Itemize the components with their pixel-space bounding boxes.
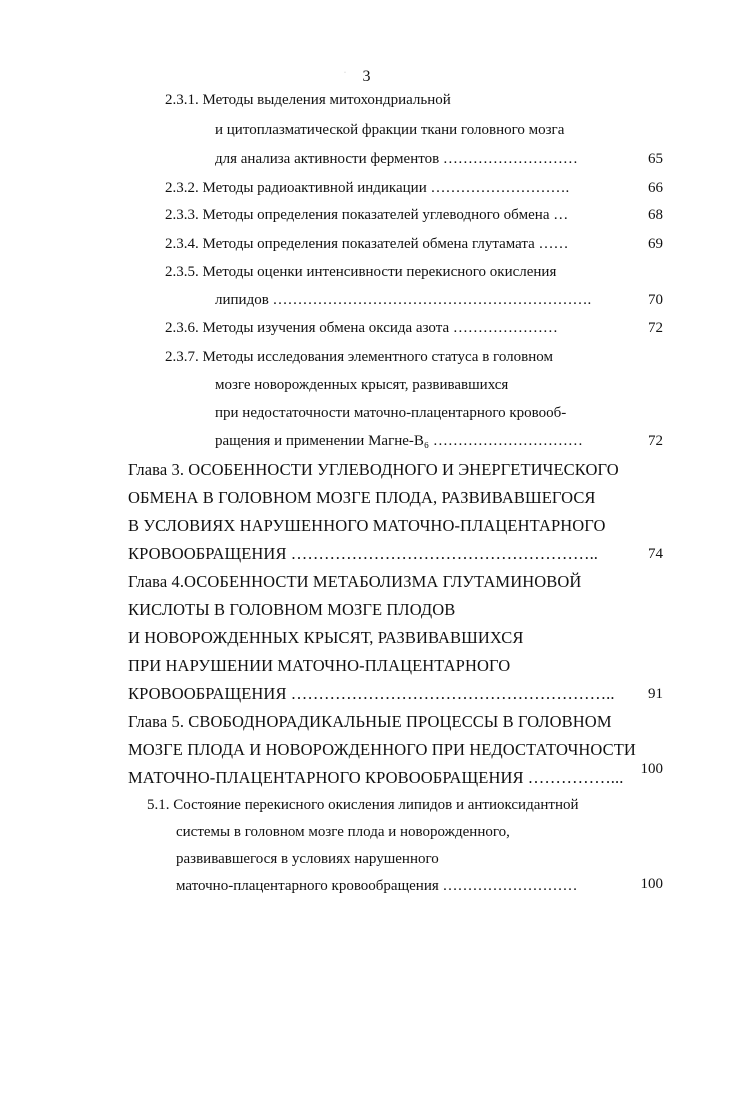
toc-entry-2-3-7-line-2: мозге новорожденных крысят, развивавшихся xyxy=(215,377,509,393)
toc-entry-5-1-line-4: маточно-плацентарного кровообращения ……………………… xyxy=(176,878,578,894)
toc-chapter-4-line-4: ПРИ НАРУШЕНИИ МАТОЧНО-ПЛАЦЕНТАРНОГО xyxy=(128,656,511,675)
toc-entry-5-1-line-3: развивавшегося в условиях нарушенного xyxy=(176,851,439,867)
toc-entry-5-1-line-1: 5.1. Состояние перекисного окисления липидов и антиоксидантной xyxy=(147,797,579,813)
toc-entry-5-1-line-2: системы в головном мозге плода и новорожденного, xyxy=(176,824,510,840)
toc-entry-2-3-7-line-4: ращения и применении Магне-B₆ ………………………… xyxy=(215,433,583,449)
toc-chapter-4-line-1: Глава 4.ОСОБЕННОСТИ МЕТАБОЛИЗМА ГЛУТАМИНОВОЙ xyxy=(128,572,582,591)
toc-entry-2-3-3-page: 68 xyxy=(648,207,663,223)
toc-entry-2-3-6-page: 72 xyxy=(648,320,663,336)
toc-chapter-3-page: 74 xyxy=(648,546,663,562)
toc-entry-2-3-4-page: 69 xyxy=(648,236,663,252)
toc-entry-2-3-7-line-1: 2.3.7. Методы исследования элементного статуса в головном xyxy=(165,349,553,365)
toc-entry-2-3-2: 2.3.2. Методы радиоактивной индикации ………………………. xyxy=(165,180,570,196)
toc-chapter-3-line-3: В УСЛОВИЯХ НАРУШЕННОГО МАТОЧНО-ПЛАЦЕНТАРНОГО xyxy=(128,516,606,535)
toc-chapter-3-line-1: Глава 3. ОСОБЕННОСТИ УГЛЕВОДНОГО И ЭНЕРГЕТИЧЕСКОГО xyxy=(128,460,619,479)
toc-chapter-5-line-2: МОЗГЕ ПЛОДА И НОВОРОЖДЕННОГО ПРИ НЕДОСТАТОЧНОСТИ xyxy=(128,740,636,759)
toc-chapter-3-line-2: ОБМЕНА В ГОЛОВНОМ МОЗГЕ ПЛОДА, РАЗВИВАВШЕГОСЯ xyxy=(128,488,596,507)
toc-entry-2-3-1-line-1: 2.3.1. Методы выделения митохондриальной xyxy=(165,92,451,108)
toc-entry-5-1-page: 100 xyxy=(640,876,663,892)
toc-entry-2-3-5-line-1: 2.3.5. Методы оценки интенсивности перекисного окисления xyxy=(165,264,557,280)
page-number: 3 xyxy=(362,68,371,85)
toc-entry-2-3-1-line-2: и цитоплазматической фракции ткани головного мозга xyxy=(215,122,565,138)
toc-entry-2-3-4: 2.3.4. Методы определения показателей обмена глутамата …… xyxy=(165,236,569,252)
toc-entry-2-3-7-line-3: при недостаточности маточно-плацентарного кровооб- xyxy=(215,405,567,421)
toc-entry-2-3-5-page: 70 xyxy=(648,292,663,308)
toc-chapter-4-line-5: КРОВООБРАЩЕНИЯ ………………………………………………….. xyxy=(128,684,615,703)
toc-entry-2-3-7-page: 72 xyxy=(648,433,663,449)
toc-entry-2-3-2-page: 66 xyxy=(648,180,663,196)
toc-chapter-5-page: 100 xyxy=(640,761,663,777)
toc-chapter-5-line-1: Глава 5. СВОБОДНОРАДИКАЛЬНЫЕ ПРОЦЕССЫ В ГОЛОВНОМ xyxy=(128,712,612,731)
toc-entry-2-3-1-line-3: для анализа активности ферментов ……………………… xyxy=(215,151,578,167)
toc-entry-2-3-1-page: 65 xyxy=(648,151,663,167)
toc-entry-2-3-3: 2.3.3. Методы определения показателей углеводного обмена … xyxy=(165,207,569,223)
toc-entry-2-3-5-line-2: липидов ………………………………………………………. xyxy=(215,292,592,308)
toc-chapter-4-line-2: КИСЛОТЫ В ГОЛОВНОМ МОЗГЕ ПЛОДОВ xyxy=(128,600,456,619)
toc-chapter-4-page: 91 xyxy=(648,686,663,702)
toc-chapter-3-line-4: КРОВООБРАЩЕНИЯ ……………………………………………….. xyxy=(128,544,599,563)
toc-entry-2-3-6: 2.3.6. Методы изучения обмена оксида азота ………………… xyxy=(165,320,558,336)
scan-mark: · xyxy=(344,70,346,76)
toc-chapter-4-line-3: И НОВОРОЖДЕННЫХ КРЫСЯТ, РАЗВИВАВШИХСЯ xyxy=(128,628,524,647)
toc-chapter-5-line-3: МАТОЧНО-ПЛАЦЕНТАРНОГО КРОВООБРАЩЕНИЯ ……………... xyxy=(128,768,624,787)
